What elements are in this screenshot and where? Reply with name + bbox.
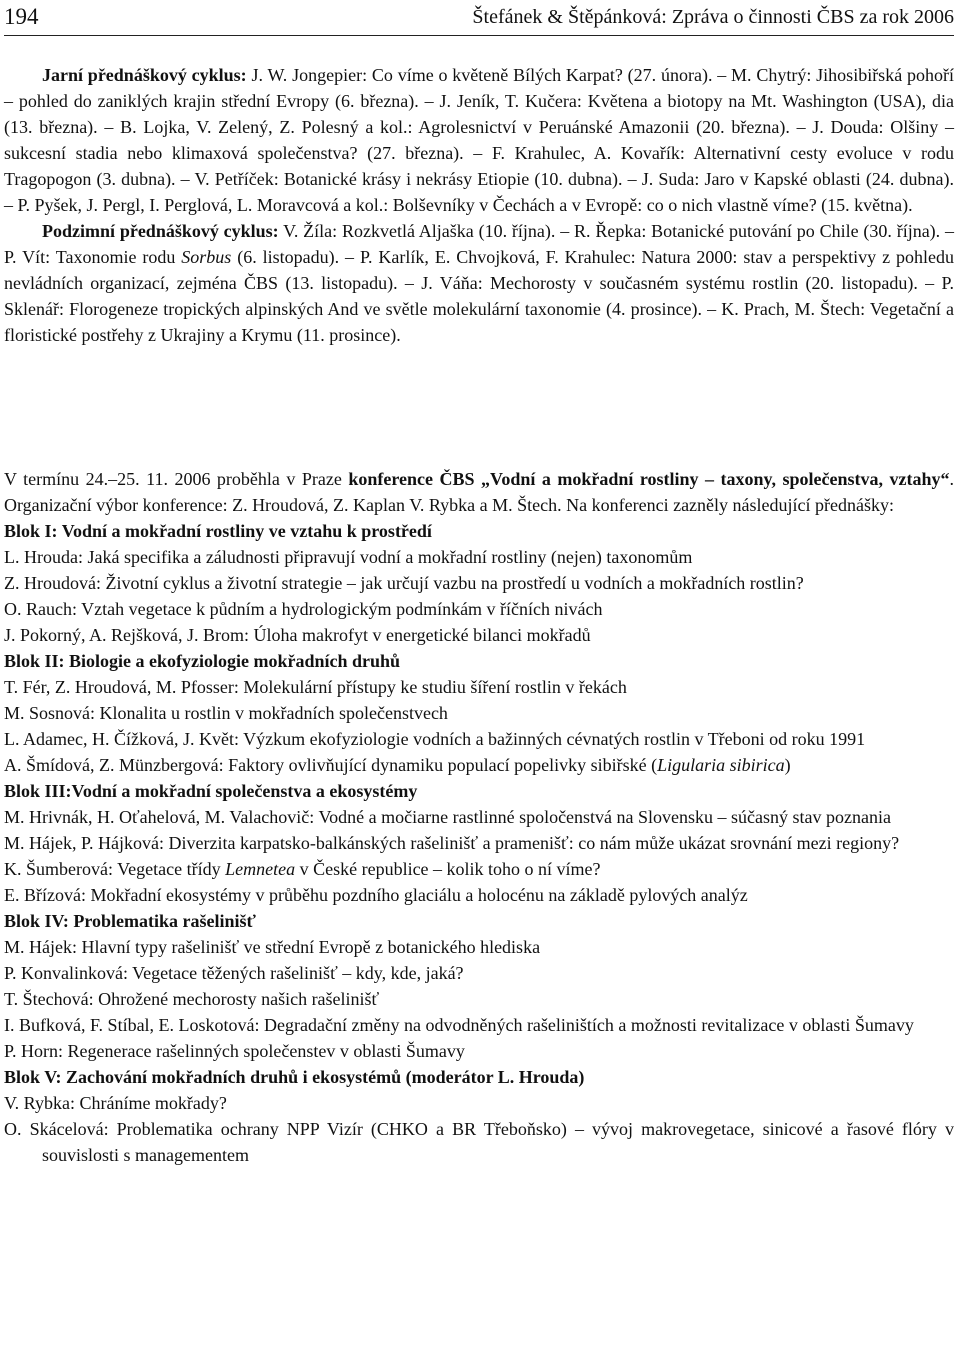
autumn-cycle-text-1: V. Žíla: Rozkvetlá Aljaška (10. října). – R. Řepka: Botanické putování po Chile (30. října). – P. Vít: Taxonomie rodu <box>4 221 954 267</box>
lecture-text-tail: v České republice – kolik toho o ní víme? <box>295 859 601 879</box>
conference-section <box>4 466 954 1168</box>
lecture-entry <box>4 544 954 570</box>
lecture-entry <box>4 856 954 882</box>
lecture-text: P. Konvalinková: Vegetace těžených rašelinišť – kdy, kde, jaká? <box>4 963 464 983</box>
lecture-text: I. Bufková, F. Stíbal, E. Loskotová: Degradační změny na odvodněných rašeliništích a možnosti revitalizace v oblasti Šumavy <box>4 1015 914 1035</box>
lecture-entry <box>4 700 954 726</box>
lecture-text: Z. Hroudová: Životní cyklus a životní strategie – jak určují vazbu na prostředí u vodních a mokřadních rostlin? <box>4 573 804 593</box>
lecture-entry <box>4 674 954 700</box>
conference-paragraph <box>4 466 954 518</box>
lecture-text: O. Rauch: Vztah vegetace k půdním a hydrologickým podmínkám v říčních nivách <box>4 599 603 619</box>
lecture-entry <box>4 622 954 648</box>
lecture-entry <box>4 960 954 986</box>
lecture-text: M. Hájek: Hlavní typy rašelinišť ve střední Evropě z botanického hlediska <box>4 937 541 957</box>
lecture-entry <box>4 1038 954 1064</box>
lecture-entry <box>4 1012 954 1038</box>
lecture-entry <box>4 804 954 830</box>
lecture-entry <box>4 596 954 622</box>
autumn-lecture-cycle <box>4 218 954 348</box>
lecture-italic: Lemnetea <box>225 859 296 879</box>
conference-title: konference ČBS „Vodní a mokřadní rostliny – taxony, společenstva, vztahy“ <box>348 469 950 489</box>
lecture-entry <box>4 1090 954 1116</box>
lecture-text: M. Hrivnák, H. Oťahelová, M. Valachovič: Vodné a močiarne rastlinné spoločenstvá na Slovensku – súčasný stav poznania <box>4 807 891 827</box>
spring-cycle-text: J. W. Jongepier: Co víme o květeně Bílých Karpat? (27. února). – M. Chytrý: Jihosibiřská pohoří – pohled do zaniklých krajin střední Evropy (6. března). – J. Jeník, T. Kučera: Květena a biotopy na Mt. Washington (USA), dia (13. března). – B. Lojka, V. Zelený, Z. Polesný a kol.: Agrolesnictví v Peruánské Amazonii (20. března). – J. Douda: Olšiny – sukcesní stadia nebo klimaxová společenstva? (27. března). – F. Krahulec, A. Kovařík: Alternativní cesty evoluce v rodu Tragopogon (3. dubna). – V. Petříček: Botanické krásy i nekrásy Etiopie (10. dubna). – J. Suda: Jaro v Kapské oblasti (24. dubna). – P. Pyšek, J. Pergl, I. Perglová, L. Moravcová a kol.: Bolševníky v Čechách a v Evropě: co o nich vlastně víme? (15. května). <box>4 65 954 215</box>
lecture-text: P. Horn: Regenerace rašelinných společenstev v oblasti Šumavy <box>4 1041 465 1061</box>
block-heading: Blok II: Biologie a ekofyziologie mokřadních druhů <box>4 651 401 671</box>
conference-blocks <box>4 518 954 1168</box>
lecture-text: A. Šmídová, Z. Münzbergová: Faktory ovlivňující dynamiku populací popelivky sibiřské ( <box>4 755 658 775</box>
lecture-entry <box>4 726 954 752</box>
lecture-entry <box>4 986 954 1012</box>
spring-lecture-cycle <box>4 62 954 218</box>
autumn-cycle-italic: Sorbus <box>181 247 232 267</box>
lecture-text: L. Hrouda: Jaká specifika a záludnosti připravují vodní a mokřadní rostliny (nejen) taxonomům <box>4 547 693 567</box>
lecture-text: O. Skácelová: Problematika ochrany NPP Vizír (CHKO a BR Třeboňsko) – vývoj makrovegetace, sinicové a řasové flóry v souvislosti s managementem <box>4 1119 954 1165</box>
lecture-text: M. Hájek, P. Hájková: Diverzita karpatsko-balkánských rašelinišť a pramenišť: co nám může ukázat srovnání mezi regiony? <box>4 833 900 853</box>
conference-text-1: V termínu 24.–25. 11. 2006 proběhla v Praze <box>4 469 349 489</box>
spring-cycle-label: Jarní přednáškový cyklus: <box>42 65 247 85</box>
lecture-entry <box>4 570 954 596</box>
running-head: Štefánek & Štěpánková: Zpráva o činnosti ČBS za rok 2006 <box>472 6 954 28</box>
lecture-text: E. Břízová: Mokřadní ekosystémy v průběhu pozdního glaciálu a holocénu na základě pylových analýz <box>4 885 748 905</box>
lecture-text: V. Rybka: Chráníme mokřady? <box>4 1093 227 1113</box>
block-heading: Blok IV: Problematika rašelinišť <box>4 911 256 931</box>
block-heading: Blok V: Zachování mokřadních druhů i ekosystémů (moderátor L. Hrouda) <box>4 1067 585 1087</box>
lecture-entry <box>4 752 954 778</box>
lecture-text: L. Adamec, H. Čížková, J. Květ: Výzkum ekofyziologie vodních a bažinných cévnatých rostlin v Třeboni od roku 1991 <box>4 729 866 749</box>
block-heading: Blok I: Vodní a mokřadní rostliny ve vztahu k prostředí <box>4 521 432 541</box>
lecture-cycles-section <box>4 62 954 348</box>
lecture-entry <box>4 934 954 960</box>
block-heading: Blok III:Vodní a mokřadní společenstva a ekosystémy <box>4 781 418 801</box>
page-header <box>4 4 954 34</box>
lecture-entry <box>4 1116 954 1168</box>
lecture-text: K. Šumberová: Vegetace třídy <box>4 859 226 879</box>
lecture-text-tail: ) <box>784 755 791 775</box>
lecture-entry <box>4 830 954 856</box>
lecture-text: T. Fér, Z. Hroudová, M. Pfosser: Molekulární přístupy ke studiu šíření rostlin v řekách <box>4 677 627 697</box>
lecture-entry <box>4 882 954 908</box>
page-number: 194 <box>4 4 39 29</box>
lecture-text: T. Štechová: Ohrožené mechorosty našich rašelinišť <box>4 989 380 1009</box>
conference-text-2: . Organizační výbor konference: Z. Hroudová, Z. Kaplan V. Rybka a M. Štech. Na konferenci zazněly následující přednášky: <box>4 469 954 515</box>
autumn-cycle-text-2: (6. listopadu). – P. Karlík, E. Chvojková, F. Krahulec: Natura 2000: stav a perspektivy z pohledu nevládních organizací, zejména ČBS (13. listopadu). – J. Váňa: Mechorosty v současném systému rostlin (20. listopadu). – P. Sklenář: Florogeneze tropických alpinských And ve světle molekulární taxonomie (4. prosince). – K. Prach, M. Štech: Vegetační a floristické postřehy z Ukrajiny a Krymu (11. prosince). <box>4 247 954 345</box>
lecture-text: J. Pokorný, A. Rejšková, J. Brom: Úloha makrofyt v energetické bilanci mokřadů <box>4 625 591 645</box>
header-rule <box>4 35 954 36</box>
autumn-cycle-label: Podzimní přednáškový cyklus: <box>42 221 279 241</box>
lecture-italic: Ligularia sibirica <box>657 755 785 775</box>
lecture-text: M. Sosnová: Klonalita u rostlin v mokřadních společenstvech <box>4 703 448 723</box>
